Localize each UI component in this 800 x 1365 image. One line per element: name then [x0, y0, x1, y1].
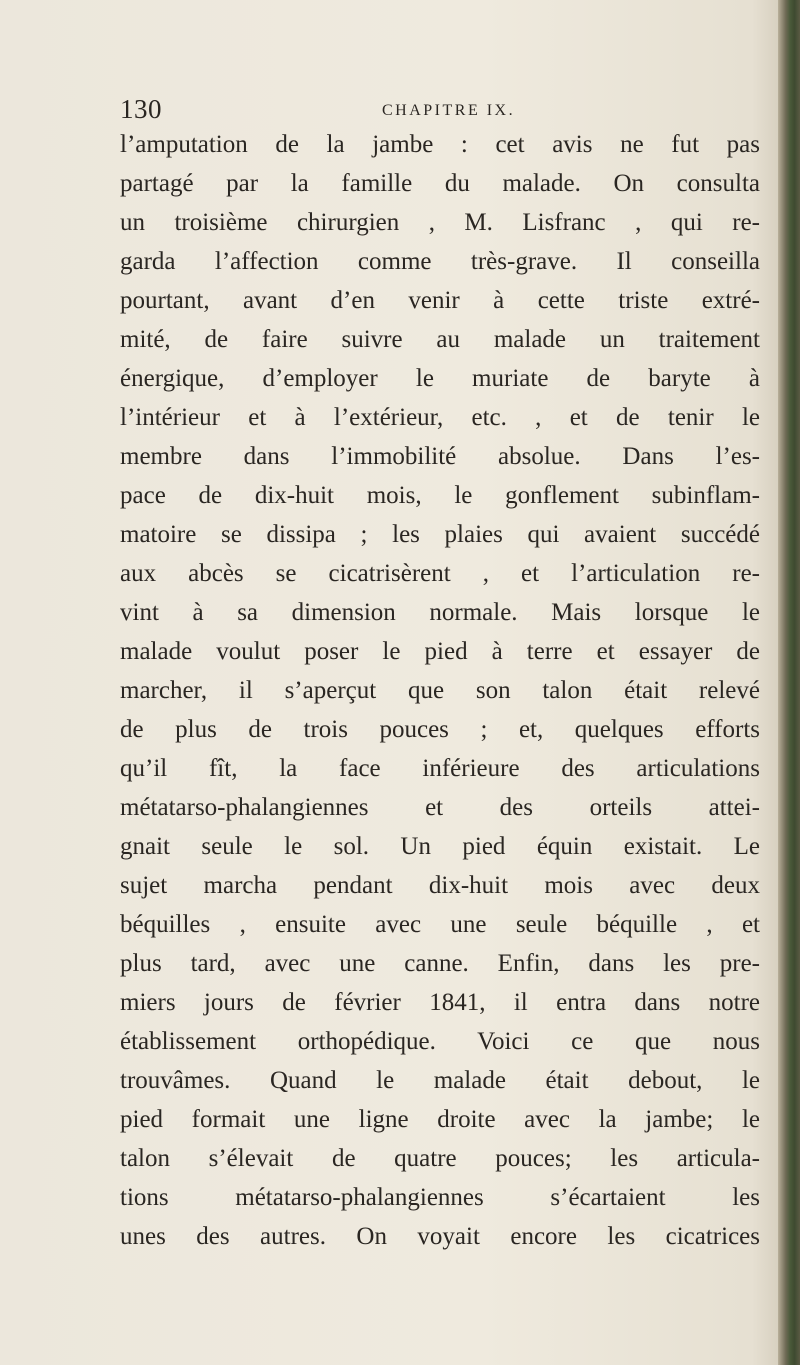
- text-line: partagé par la famille du malade. On consulta: [120, 170, 760, 197]
- page-number: 130: [120, 94, 162, 124]
- text-line: unes des autres. On voyait encore les cicatrices: [120, 1223, 760, 1250]
- text-line: l’amputation de la jambe : cet avis ne fut pas: [120, 131, 760, 158]
- text-line: un troisième chirurgien , M. Lisfranc , qui re-: [120, 209, 760, 236]
- text-line: métatarso-phalangiennes et des orteils attei-: [120, 794, 760, 821]
- text-line: trouvâmes. Quand le malade était debout, le: [120, 1067, 760, 1094]
- text-line: pourtant, avant d’en venir à cette triste extré-: [120, 287, 760, 314]
- body-text: [120, 125, 760, 1256]
- text-line: l’intérieur et à l’extérieur, etc. , et de tenir le: [120, 404, 760, 431]
- text-line: pied formait une ligne droite avec la jambe; le: [120, 1106, 760, 1133]
- text-line: qu’il fît, la face inférieure des articulations: [120, 755, 760, 782]
- text-line: talon s’élevait de quatre pouces; les articula-: [120, 1145, 760, 1172]
- text-line: malade voulut poser le pied à terre et essayer de: [120, 638, 760, 665]
- text-line: béquilles , ensuite avec une seule béquille , et: [120, 911, 760, 938]
- text-line: de plus de trois pouces ; et, quelques efforts: [120, 716, 760, 743]
- running-head: CHAPITRE IX.: [382, 102, 516, 119]
- text-line: membre dans l’immobilité absolue. Dans l’es-: [120, 443, 760, 470]
- text-line: vint à sa dimension normale. Mais lorsque le: [120, 599, 760, 626]
- text-line: établissement orthopédique. Voici ce que nous: [120, 1028, 760, 1055]
- text-line: garda l’affection comme très-grave. Il conseilla: [120, 248, 760, 275]
- text-line: matoire se dissipa ; les plaies qui avaient succédé: [120, 521, 760, 548]
- text-line: mité, de faire suivre au malade un traitement: [120, 326, 760, 353]
- text-line: tions métatarso-phalangiennes s’écartaient les: [120, 1184, 760, 1211]
- text-line: aux abcès se cicatrisèrent , et l’articulation re-: [120, 560, 760, 587]
- text-line: énergique, d’employer le muriate de baryte à: [120, 365, 760, 392]
- text-line: miers jours de février 1841, il entra dans notre: [120, 989, 760, 1016]
- text-line: sujet marcha pendant dix-huit mois avec deux: [120, 872, 760, 899]
- text-line: plus tard, avec une canne. Enfin, dans les pre-: [120, 950, 760, 977]
- text-line: gnait seule le sol. Un pied équin existait. Le: [120, 833, 760, 860]
- text-line: pace de dix-huit mois, le gonflement subinflam-: [120, 482, 760, 509]
- text-line: marcher, il s’aperçut que son talon était relevé: [120, 677, 760, 704]
- book-binding-edge: [778, 0, 800, 1365]
